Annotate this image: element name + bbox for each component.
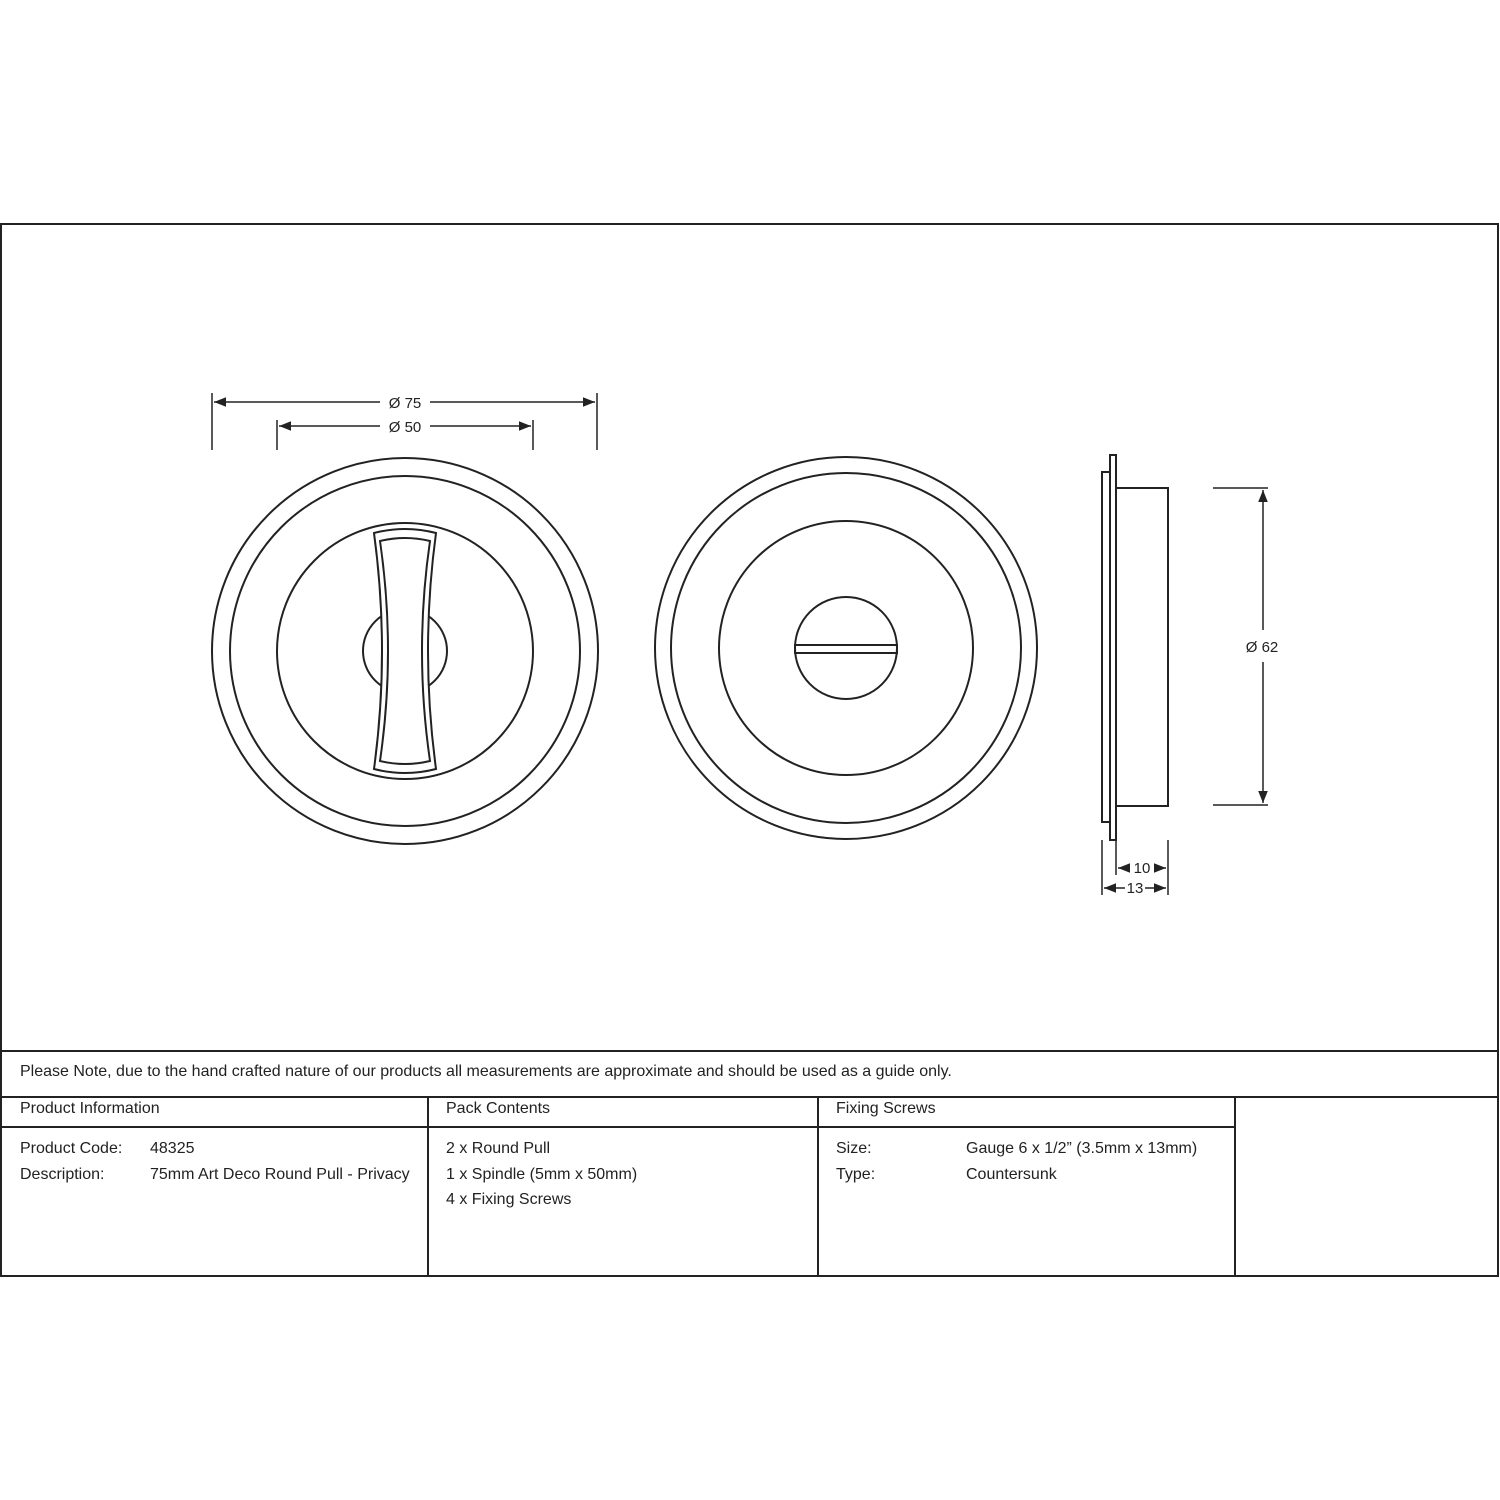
dim-inner-label: Ø 50 [388, 419, 422, 436]
product-information-heading: Product Information [20, 1100, 160, 1117]
dim-depth-body-label: 10 [1133, 860, 1151, 877]
pack-item: 2 x Round Pull [446, 1140, 551, 1157]
measurement-note: Please Note, due to the hand crafted nature of our products all measurements are approximate and should be used as a guide only. [20, 1063, 952, 1080]
side-view [1102, 455, 1168, 840]
flange [1102, 472, 1110, 822]
dim-body-label: Ø 62 [1245, 639, 1279, 656]
description-label: Description: [20, 1166, 105, 1183]
release-disc [795, 597, 897, 699]
dim-outer-label: Ø 75 [388, 395, 422, 412]
screw-size-label: Size: [836, 1140, 872, 1157]
screw-size-value: Gauge 6 x 1/2” (3.5mm x 13mm) [966, 1140, 1198, 1157]
product-code-label: Product Code: [20, 1140, 123, 1157]
screw-type-label: Type: [836, 1166, 876, 1183]
drawing-frame [1, 224, 1498, 1276]
pack-contents-heading: Pack Contents [446, 1100, 551, 1117]
product-code-value: 48325 [150, 1140, 195, 1157]
screw-type-value: Countersunk [966, 1166, 1057, 1183]
dim-depth-total-label: 13 [1126, 880, 1144, 897]
front-view-release [655, 457, 1037, 839]
rim-inner [671, 473, 1021, 823]
pack-item: 4 x Fixing Screws [446, 1191, 572, 1208]
pack-item: 1 x Spindle (5mm x 50mm) [446, 1166, 638, 1183]
front-view-turn [212, 458, 598, 844]
outer-rim [655, 457, 1037, 839]
description-value: 75mm Art Deco Round Pull - Privacy [150, 1166, 410, 1183]
cup-body [1116, 488, 1168, 806]
release-slot [795, 645, 897, 653]
fixing-screws-heading: Fixing Screws [836, 1100, 936, 1117]
cup-circle [719, 521, 973, 775]
